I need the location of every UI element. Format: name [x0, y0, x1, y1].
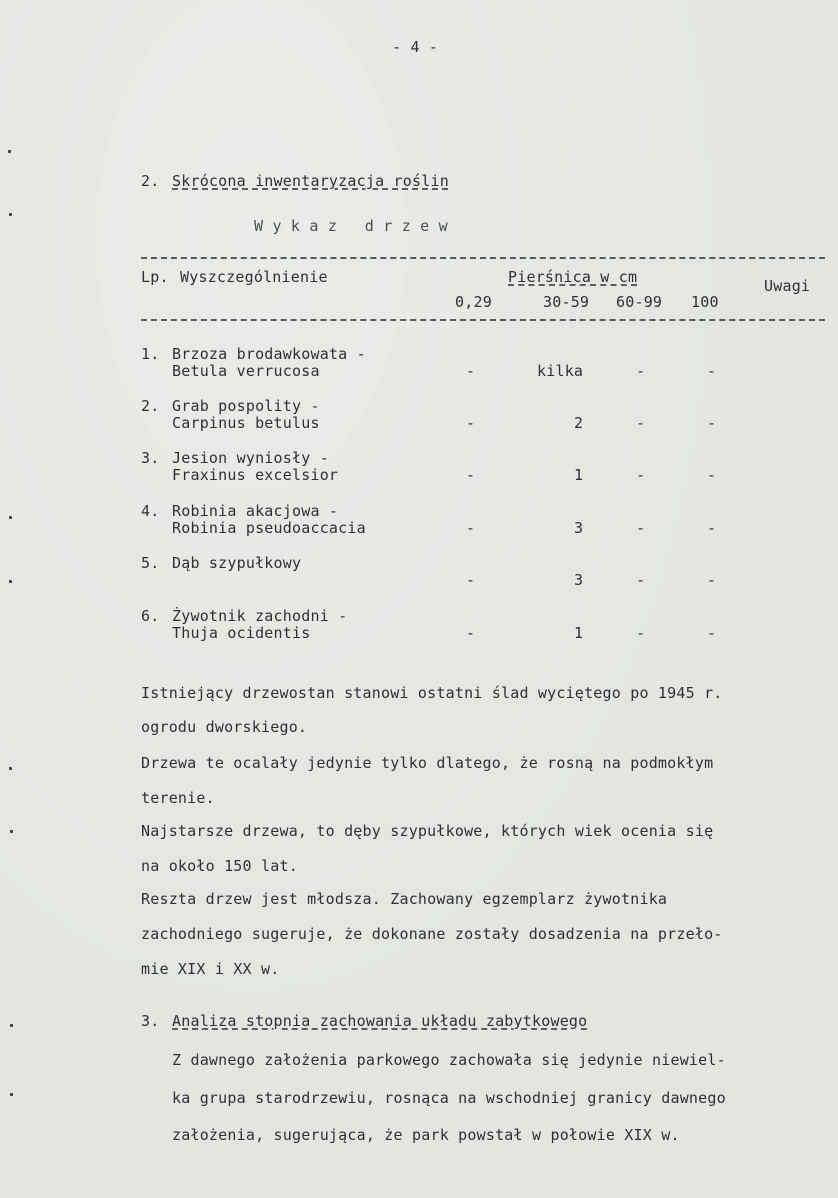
margin-mark — [8, 150, 11, 153]
section-3-line: Z dawnego założenia parkowego zachowała się jedynie niewiel- — [172, 1051, 726, 1069]
body-line: Drzewa te ocalały jedynie tylko dlatego, że rosną na podmokłym — [141, 754, 714, 772]
header-range: 30-59 — [543, 293, 590, 311]
cell-60-99: - — [636, 571, 646, 589]
margin-mark — [10, 1024, 13, 1027]
cell-0-29: - — [466, 466, 476, 484]
cell-30-59: 2 — [574, 414, 584, 432]
row-latin-name: Robinia pseudoaccacia — [172, 519, 366, 537]
body-line: Najstarsze drzewa, to dęby szypułkowe, których wiek ocenia się — [141, 822, 714, 840]
header-range: 60-99 — [616, 293, 663, 311]
cell-30-59: 3 — [574, 571, 584, 589]
body-line: mie XIX i XX w. — [141, 960, 280, 978]
cell-100: - — [707, 466, 717, 484]
cell-30-59: 1 — [574, 624, 584, 642]
body-line: Reszta drzew jest młodsza. Zachowany egzemplarz żywotnika — [141, 890, 668, 908]
row-number: 5. — [141, 554, 160, 572]
row-polish-name: Robinia akacjowa - — [172, 502, 339, 520]
header-range: 100 — [691, 293, 719, 311]
row-latin-name: Carpinus betulus — [172, 414, 320, 432]
row-latin-name: Betula verrucosa — [172, 362, 320, 380]
cell-0-29: - — [466, 624, 476, 642]
table-top-rule — [141, 257, 825, 259]
page-number: - 4 - — [392, 38, 439, 56]
margin-mark — [9, 213, 12, 216]
row-number: 1. — [141, 345, 160, 363]
margin-mark — [9, 767, 12, 770]
row-polish-name: Jesion wyniosły - — [172, 449, 329, 467]
cell-100: - — [707, 519, 717, 537]
margin-mark — [9, 516, 12, 519]
row-number: 3. — [141, 449, 160, 467]
header-uwagi: Uwagi — [764, 277, 811, 295]
section-3-number: 3. — [141, 1012, 160, 1030]
section-3-title: Analiza stopnia zachowania układu zabytkowego — [172, 1012, 588, 1030]
row-number: 2. — [141, 397, 160, 415]
table-header-rule — [141, 319, 825, 321]
cell-0-29: - — [466, 414, 476, 432]
row-polish-name: Żywotnik zachodni - — [172, 607, 348, 625]
cell-30-59: 1 — [574, 466, 584, 484]
section-3-line: ka grupa starodrzewiu, rosnąca na wschodniej granicy dawnego — [172, 1089, 726, 1107]
body-line: ogrodu dworskiego. — [141, 718, 308, 736]
header-girth: Pierśnica w cm — [508, 268, 638, 286]
row-number: 4. — [141, 502, 160, 520]
header-name: Wyszczególnienie — [180, 268, 328, 286]
body-line: zachodniego sugeruje, że dokonane zostały dosadzenia na przeło- — [141, 925, 723, 943]
body-line: na około 150 lat. — [141, 857, 298, 875]
cell-60-99: - — [636, 414, 646, 432]
cell-30-59: kilka — [537, 362, 584, 380]
row-latin-name: Fraxinus excelsior — [172, 466, 339, 484]
row-polish-name: Grab pospolity - — [172, 397, 320, 415]
row-latin-name: Thuja ocidentis — [172, 624, 311, 642]
margin-mark — [9, 580, 12, 583]
row-number: 6. — [141, 607, 160, 625]
cell-30-59: 3 — [574, 519, 584, 537]
cell-60-99: - — [636, 362, 646, 380]
cell-0-29: - — [466, 571, 476, 589]
margin-mark — [10, 1093, 13, 1096]
cell-100: - — [707, 624, 717, 642]
section-3-line: założenia, sugerująca, że park powstał w połowie XIX w. — [172, 1126, 680, 1144]
table-caption: W y k a z d r z e w — [254, 217, 448, 235]
cell-60-99: - — [636, 466, 646, 484]
row-polish-name: Dąb szypułkowy — [172, 554, 302, 572]
cell-60-99: - — [636, 519, 646, 537]
section-2-number: 2. — [141, 172, 160, 190]
cell-60-99: - — [636, 624, 646, 642]
cell-0-29: - — [466, 519, 476, 537]
header-range: 0,29 — [455, 293, 492, 311]
row-polish-name: Brzoza brodawkowata - — [172, 345, 366, 363]
cell-100: - — [707, 362, 717, 380]
header-lp: Lp. — [141, 268, 169, 286]
body-line: Istniejący drzewostan stanowi ostatni ślad wyciętego po 1945 r. — [141, 684, 723, 702]
margin-mark — [10, 830, 13, 833]
cell-100: - — [707, 571, 717, 589]
cell-100: - — [707, 414, 717, 432]
body-line: terenie. — [141, 789, 215, 807]
section-2-title: Skrócona inwentaryzacja roślin — [172, 172, 449, 190]
cell-0-29: - — [466, 362, 476, 380]
